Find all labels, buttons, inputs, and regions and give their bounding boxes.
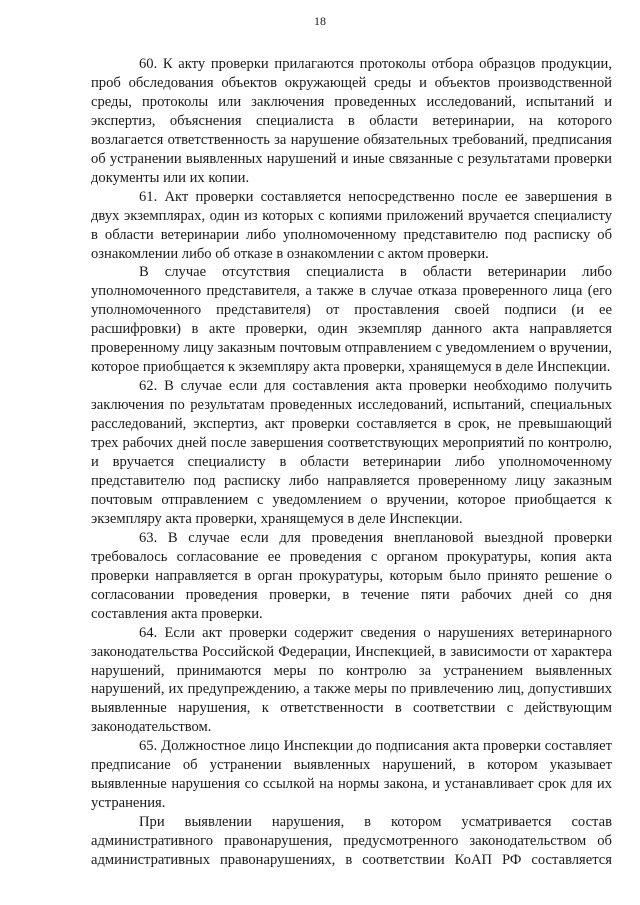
paragraph-61-absence: В случае отсутствия специалиста в области ветеринарии либо уполномоченного представителя, а также в случае отказа проверенного лица (его уполномоченного представителя) от проставления своей подписи (и ее расшифровки) в акте проверки, один экземпляр данного акта направляется проверенному лицу заказным почтовым отправлением с уведомлением о вручении, которое приобщается к экземпляру акта проверки, хранящемуся в деле Инспекции. (91, 264, 612, 376)
paragraph-65: 65. Должностное лицо Инспекции до подписания акта проверки составляет предписание об устранении выявленных нарушений, в котором указывает выявленные нарушения со ссылкой на нормы закона, и устанавливает срок для их устранения. (91, 738, 612, 812)
paragraph-62: 62. В случае если для составления акта проверки необходимо получить заключения по результатам проведенных исследований, испытаний, специальных расследований, экспертиз, акт проверки составляется в срок, не превышающий трех рабочих дней после завершения соответствующих мероприятий по контролю, и вручается специалисту в области ветеринарии либо уполномоченному представителю под расписку либо направляется проверенному лицу заказным почтовым отправлением с уведомлением о вручении, которое приобщается к экземпляру акта проверки, хранящемуся в деле Инспекции. (91, 378, 612, 527)
paragraph-63: 63. В случае если для проведения внеплановой выездной проверки требовалось согласование ее проведения с органом прокуратуры, копия акта проверки направляется в орган прокуратуры, которым было принято решение о согласовании проведения проверки, в течение пяти рабочих дней со дня составления акта проверки. (91, 529, 612, 622)
paragraph-60: 60. К акту проверки прилагаются протоколы отбора образцов продукции, проб обследования объектов окружающей среды и объектов производственной среды, протоколы или заключения проведенных исследований, испытаний и экспертиз, объяснения специалиста в области ветеринарии, на которого возлагается ответственность за нарушение обязательных требований, предписания об устранении выявленных нарушений и иные связанные с результатами проверки документы или их копии. (91, 56, 612, 186)
paragraph-64: 64. Если акт проверки содержит сведения о нарушениях ветеринарного законодательства Российской Федерации, Инспекцией, в зависимости от характера нарушений, принимаются меры по контролю за устранением выявленных нарушений, их предупреждению, а также меры по привлечению лиц, допустивших выявленные нарушения, к ответственности в соответствии с действующим законодательством. (91, 624, 612, 736)
document-body (91, 55, 612, 870)
paragraph-65-violation: При выявлении нарушения, в котором усматривается состав административного правонарушения, предусмотренного законодательством об административных правонарушениях, в соответствии КоАП РФ составляется (91, 814, 612, 869)
paragraph-61: 61. Акт проверки составляется непосредственно после ее завершения в двух экземплярах, один из которых с копиями приложений вручается специалисту в области ветеринарии либо уполномоченному представителю под расписку об ознакомлении либо об отказе в ознакомлении с актом проверки. (91, 188, 612, 262)
page-number: 18 (314, 14, 326, 28)
